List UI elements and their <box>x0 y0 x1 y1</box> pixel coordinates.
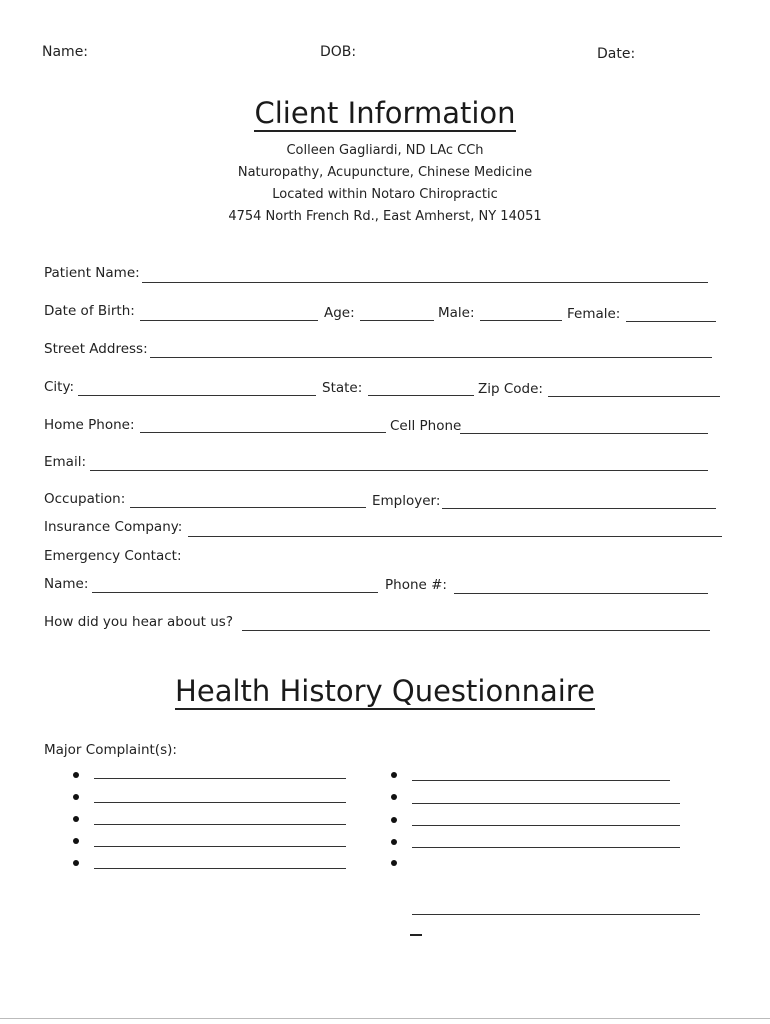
state-label: State: <box>322 380 363 396</box>
email-label: Email: <box>44 454 87 470</box>
referral-label: How did you hear about us? <box>44 614 233 630</box>
header-name-label: Name: <box>42 44 89 60</box>
insurance-company-label: Insurance Company: <box>44 519 183 535</box>
city-label: City: <box>44 379 75 395</box>
complaint-right-2[interactable] <box>412 803 680 804</box>
street-address-label: Street Address: <box>44 341 148 357</box>
bullet-icon <box>73 772 79 778</box>
header-dob-label: DOB: <box>320 44 357 60</box>
employer-field[interactable] <box>442 508 716 509</box>
dob-label: Date of Birth: <box>44 303 135 319</box>
bullet-icon <box>391 839 397 845</box>
patient-name-field[interactable] <box>142 282 708 283</box>
age-field[interactable] <box>360 320 434 321</box>
emergency-name-label: Name: <box>44 576 89 592</box>
client-info-title: Client Information <box>254 96 516 130</box>
bullet-icon <box>391 860 397 866</box>
cell-phone-label: Cell Phone <box>390 418 462 434</box>
zip-code-label: Zip Code: <box>478 381 543 397</box>
female-label: Female: <box>567 306 621 322</box>
bullet-icon <box>73 794 79 800</box>
bullet-icon <box>391 794 397 800</box>
occupation-label: Occupation: <box>44 491 126 507</box>
complaint-left-2[interactable] <box>94 802 346 803</box>
home-phone-label: Home Phone: <box>44 417 135 433</box>
street-address-field[interactable] <box>150 357 712 358</box>
cell-phone-field[interactable] <box>460 433 708 434</box>
emergency-contact-label: Emergency Contact: <box>44 548 182 564</box>
major-complaints-label: Major Complaint(s): <box>44 742 177 758</box>
zip-code-field[interactable] <box>548 396 720 397</box>
patient-name-label: Patient Name: <box>44 265 140 281</box>
emergency-name-field[interactable] <box>92 592 378 593</box>
bullet-icon <box>73 816 79 822</box>
referral-field[interactable] <box>242 630 710 631</box>
state-field[interactable] <box>368 395 474 396</box>
emergency-phone-field[interactable] <box>454 593 708 594</box>
practitioner-name: Colleen Gagliardi, ND LAc CCh <box>286 143 484 158</box>
male-field[interactable] <box>480 320 562 321</box>
bullet-icon <box>391 817 397 823</box>
insurance-company-field[interactable] <box>188 536 722 537</box>
complaint-left-4[interactable] <box>94 846 346 847</box>
city-field[interactable] <box>78 395 316 396</box>
age-label: Age: <box>324 305 355 321</box>
male-label: Male: <box>438 305 475 321</box>
complaint-left-1[interactable] <box>94 778 346 779</box>
complaint-left-5[interactable] <box>94 868 346 869</box>
bullet-icon <box>391 772 397 778</box>
page-edge <box>0 1018 770 1019</box>
dash-mark <box>410 934 422 936</box>
female-field[interactable] <box>626 321 716 322</box>
bullet-icon <box>73 860 79 866</box>
practice-address: 4754 North French Rd., East Amherst, NY 14051 <box>228 209 542 224</box>
health-history-title: Health History Questionnaire <box>175 674 595 708</box>
header-date-label: Date: <box>597 46 636 62</box>
dob-field[interactable] <box>140 320 318 321</box>
employer-label: Employer: <box>372 493 441 509</box>
email-field[interactable] <box>90 470 708 471</box>
complaint-right-3[interactable] <box>412 825 680 826</box>
home-phone-field[interactable] <box>140 432 386 433</box>
occupation-field[interactable] <box>130 507 366 508</box>
complaint-right-4[interactable] <box>412 847 680 848</box>
emergency-phone-label: Phone #: <box>385 577 447 593</box>
practitioner-specialties: Naturopathy, Acupuncture, Chinese Medicine <box>237 165 533 180</box>
complaint-right-1[interactable] <box>412 780 670 781</box>
complaint-left-3[interactable] <box>94 824 346 825</box>
extra-field-line[interactable] <box>412 914 700 915</box>
bullet-icon <box>73 838 79 844</box>
practice-location: Located within Notaro Chiropractic <box>272 187 498 202</box>
